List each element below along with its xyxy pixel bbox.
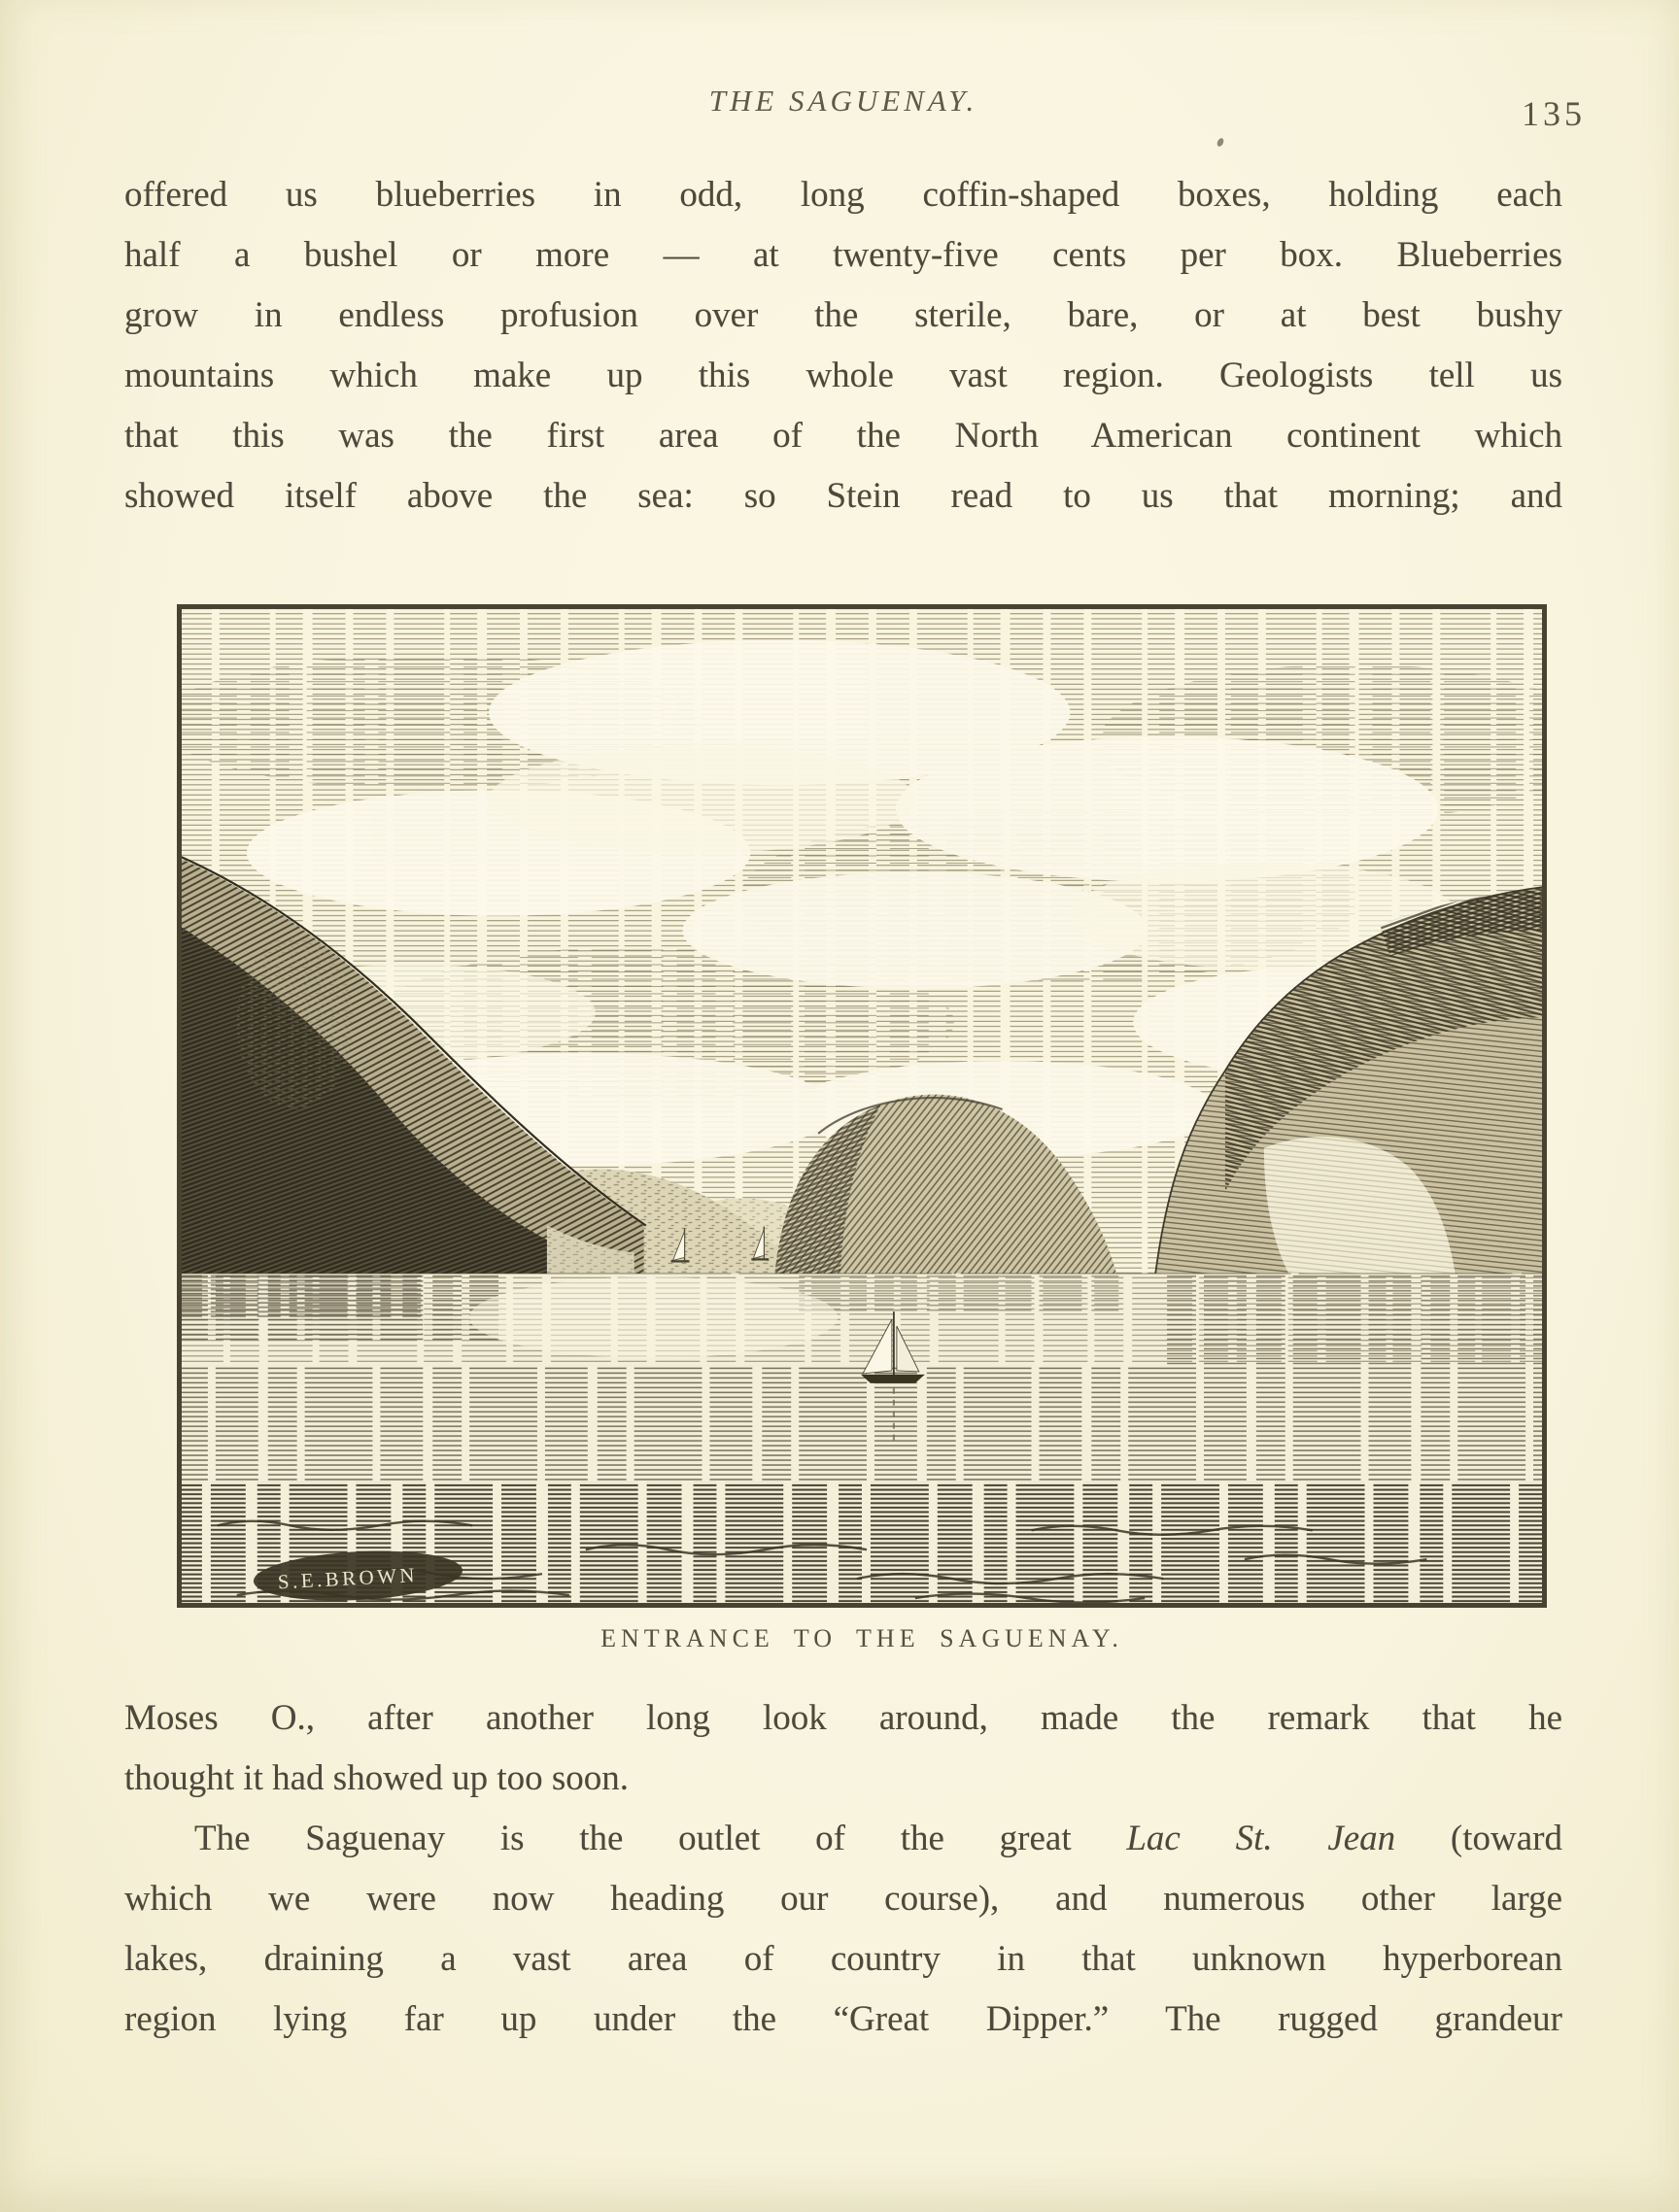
paragraph-bottom [124, 1688, 1562, 2050]
figure-caption: ENTRANCE TO THE SAGUENAY. [600, 1624, 1123, 1652]
svg-text:S.E.BROWN: S.E.BROWN [277, 1562, 419, 1594]
ink-speck [1216, 137, 1224, 147]
paragraph-top [124, 165, 1562, 527]
text-line: thought it had showed up too soon. [124, 1758, 630, 1798]
saguenay-engraving-illustration [179, 606, 1545, 1606]
text-line: Moses O., after another long look around, made the remark that he [124, 1698, 1562, 1738]
text-line: which we were now heading our course), and numerous other large [124, 1879, 1562, 1919]
text-line: grow in endless profusion over the sterile, bare, or at best bushy [124, 295, 1562, 335]
text-line [124, 1809, 1562, 1869]
page-number: 135 [1522, 94, 1586, 133]
text-segment-italic: Lac St. Jean [1126, 1819, 1396, 1858]
text-line: lakes, draining a vast area of country in that unknown hyperborean [124, 1939, 1562, 1979]
text-line: offered us blueberries in odd, long coffin-shaped boxes, holding each [124, 175, 1562, 215]
text-line: showed itself above the sea: so Stein read to us that morning; and [124, 476, 1562, 516]
text-line: that this was the first area of the North American continent which [124, 416, 1562, 456]
text-line: region lying far up under the “Great Dipper.” The rugged grandeur [124, 1999, 1562, 2039]
running-header: THE SAGUENAY. [708, 84, 978, 118]
engraving-figure [177, 604, 1547, 1608]
text-segment: (toward [1395, 1819, 1562, 1858]
text-line: half a bushel or more — at twenty-five cents per box. Blueberries [124, 235, 1562, 275]
text-line: mountains which make up this whole vast region. Geologists tell us [124, 356, 1562, 395]
text-segment: The Saguenay is the outlet of the great [194, 1819, 1127, 1858]
